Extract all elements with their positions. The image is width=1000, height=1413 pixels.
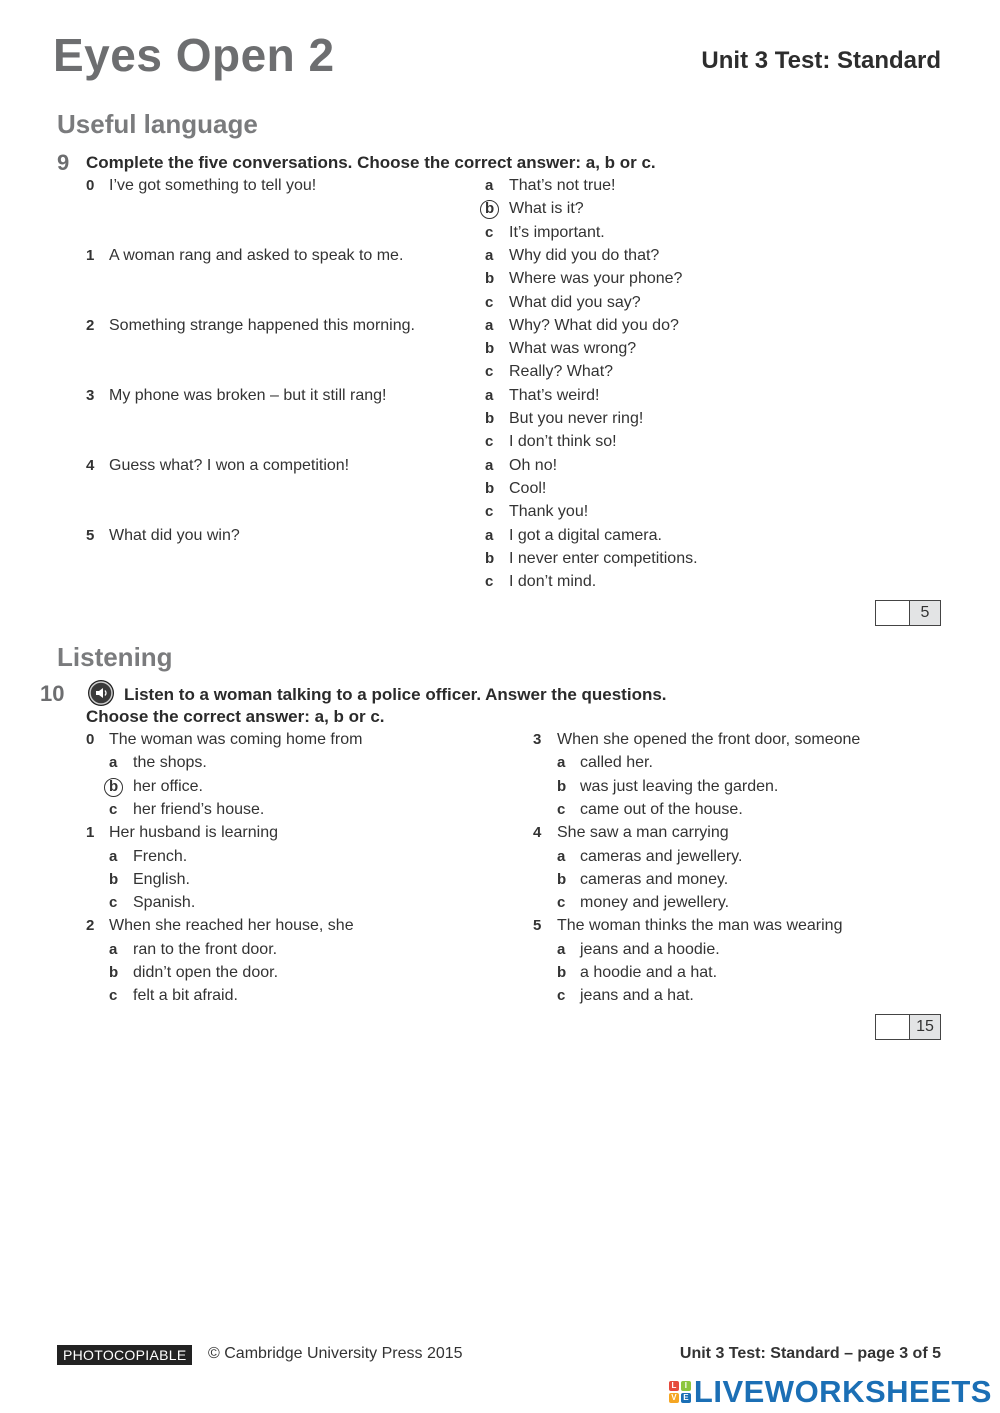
option-text: Oh no! (509, 456, 558, 474)
option-text: What did you say? (509, 293, 641, 311)
question-number: 2 (86, 917, 95, 935)
listening-heading: Listening (57, 642, 173, 672)
option-text: her office. (133, 777, 203, 795)
option-letter[interactable]: a (109, 940, 118, 958)
question-text: When she opened the front door, someone (557, 731, 861, 748)
option-text: Why did you do that? (509, 246, 660, 264)
option-text: What is it? (509, 200, 584, 218)
option-letter[interactable]: a (485, 246, 494, 264)
option-letter[interactable]: a (485, 386, 494, 404)
exercise-9-number: 9 (57, 150, 70, 175)
question-number: 3 (86, 386, 95, 404)
option-text: English. (133, 870, 190, 888)
option-text: came out of the house. (580, 800, 743, 818)
option-letter[interactable]: a (485, 177, 494, 194)
question-number: 0 (86, 731, 95, 748)
option-text: jeans and a hat. (580, 987, 694, 1005)
option-text: I got a digital camera. (509, 526, 662, 544)
question-number: 3 (533, 731, 542, 748)
option-letter[interactable]: b (109, 777, 119, 795)
option-text: cameras and jewellery. (580, 847, 743, 865)
question-text: The woman thinks the man was wearing (557, 917, 843, 935)
option-letter[interactable]: b (485, 200, 495, 218)
option-letter[interactable]: c (485, 293, 494, 311)
option-text: It’s important. (509, 223, 605, 241)
option-text: I never enter competitions. (509, 549, 698, 567)
option-letter[interactable]: c (109, 894, 118, 912)
question-number: 2 (86, 316, 95, 334)
speaker-icon[interactable] (88, 680, 114, 706)
option-text: ran to the front door. (133, 940, 278, 958)
option-text: was just leaving the garden. (580, 777, 779, 795)
option-letter[interactable]: a (557, 754, 566, 772)
option-letter[interactable]: a (557, 847, 566, 865)
question-prompt: I’ve got something to tell you! (109, 177, 317, 194)
score-max: 5 (910, 601, 940, 625)
question-text: When she reached her house, she (109, 917, 354, 935)
option-text: But you never ring! (509, 410, 644, 427)
question-text: The woman was coming home from (109, 731, 363, 748)
option-text: I don’t mind. (509, 573, 597, 591)
score-input[interactable] (876, 601, 910, 625)
option-text: money and jewellery. (580, 894, 730, 912)
exercise-10-instruction-2: Choose the correct answer: a, b or c. (86, 707, 385, 726)
option-letter[interactable]: b (485, 479, 495, 497)
option-text: cameras and money. (580, 870, 729, 888)
copyright-text: © Cambridge University Press 2015 (208, 1345, 463, 1362)
option-text: What was wrong? (509, 340, 637, 358)
option-letter[interactable]: c (109, 800, 118, 818)
question-prompt: My phone was broken – but it still rang! (109, 386, 387, 404)
option-text: Where was your phone? (509, 270, 683, 288)
option-text: Why? What did you do? (509, 316, 679, 334)
option-text: I don’t think so! (509, 433, 617, 451)
option-letter[interactable]: c (485, 503, 494, 521)
exercise-10-score-box (875, 1014, 941, 1040)
option-letter[interactable]: a (485, 316, 494, 334)
option-letter[interactable]: c (485, 363, 494, 381)
liveworksheets-logo-grid (669, 1381, 691, 1403)
option-text: called her. (580, 754, 653, 772)
exercise-10-number: 10 (40, 681, 65, 706)
option-letter[interactable]: c (485, 433, 494, 451)
logo-grid-letter: I (681, 1381, 691, 1391)
option-letter[interactable]: c (557, 894, 566, 912)
option-text: the shops. (133, 754, 207, 772)
option-text: That’s not true! (509, 177, 616, 194)
question-prompt: Something strange happened this morning. (109, 316, 415, 334)
option-letter[interactable]: b (109, 964, 119, 981)
option-text: Thank you! (509, 503, 589, 521)
question-number: 4 (86, 456, 95, 474)
liveworksheets-logo (669, 1376, 992, 1408)
question-number: 1 (86, 246, 95, 264)
option-text: felt a bit afraid. (133, 987, 238, 1005)
option-letter[interactable]: c (557, 987, 566, 1005)
book-title: Eyes Open 2 (53, 29, 335, 81)
liveworksheets-logo-text: LIVEWORKSHEETS (693, 1374, 992, 1409)
photocopiable-badge: PHOTOCOPIABLE (57, 1345, 192, 1365)
option-letter[interactable]: a (485, 456, 494, 474)
option-letter[interactable]: a (557, 940, 566, 958)
option-letter[interactable]: b (109, 870, 119, 888)
exercise-9-score-box (875, 600, 941, 626)
logo-grid-letter: V (669, 1393, 679, 1403)
option-letter[interactable]: c (109, 987, 118, 1005)
option-letter[interactable]: a (109, 754, 118, 772)
option-text: a hoodie and a hat. (580, 964, 718, 981)
question-number: 0 (86, 177, 95, 194)
option-letter[interactable]: c (485, 573, 494, 591)
option-text: Really? What? (509, 363, 614, 381)
option-letter[interactable]: b (557, 964, 567, 981)
exercise-10-instruction: Listen to a woman talking to a police officer. Answer the questions. (124, 685, 667, 704)
option-letter[interactable]: b (485, 340, 495, 358)
exercise-9-instruction: Complete the five conversations. Choose the correct answer: a, b or c. (86, 153, 656, 172)
useful-language-heading: Useful language (57, 109, 258, 139)
option-letter[interactable]: b (557, 870, 567, 888)
logo-grid-letter: L (669, 1381, 679, 1391)
option-text: Cool! (509, 479, 547, 497)
option-text: her friend’s house. (133, 800, 265, 818)
option-letter[interactable]: a (109, 847, 118, 865)
question-prompt: A woman rang and asked to speak to me. (109, 246, 404, 264)
unit-title: Unit 3 Test: Standard (701, 47, 941, 74)
option-letter[interactable]: b (557, 777, 567, 795)
option-text: didn’t open the door. (133, 964, 279, 981)
option-letter[interactable]: b (485, 410, 495, 427)
question-number: 1 (86, 824, 95, 842)
option-letter[interactable]: c (485, 223, 494, 241)
score-max: 15 (910, 1015, 940, 1039)
option-text: jeans and a hoodie. (580, 940, 720, 958)
option-text: Spanish. (133, 894, 196, 912)
option-letter[interactable]: b (485, 270, 495, 288)
question-number: 5 (533, 917, 542, 935)
option-letter[interactable]: a (485, 526, 494, 544)
option-text: That’s weird! (509, 386, 600, 404)
question-number: 4 (533, 824, 542, 842)
question-number: 5 (86, 526, 95, 544)
answer-circle (480, 200, 499, 219)
question-text: Her husband is learning (109, 824, 278, 842)
question-text: She saw a man carrying (557, 824, 729, 842)
question-prompt: Guess what? I won a competition! (109, 456, 350, 474)
question-prompt: What did you win? (109, 526, 240, 544)
page-info: Unit 3 Test: Standard – page 3 of 5 (679, 1345, 941, 1362)
option-letter[interactable]: b (485, 549, 495, 567)
answer-circle (104, 778, 123, 797)
score-input[interactable] (876, 1015, 910, 1039)
option-letter[interactable]: c (557, 800, 566, 818)
option-text: French. (133, 847, 188, 865)
logo-grid-letter: E (681, 1393, 691, 1403)
